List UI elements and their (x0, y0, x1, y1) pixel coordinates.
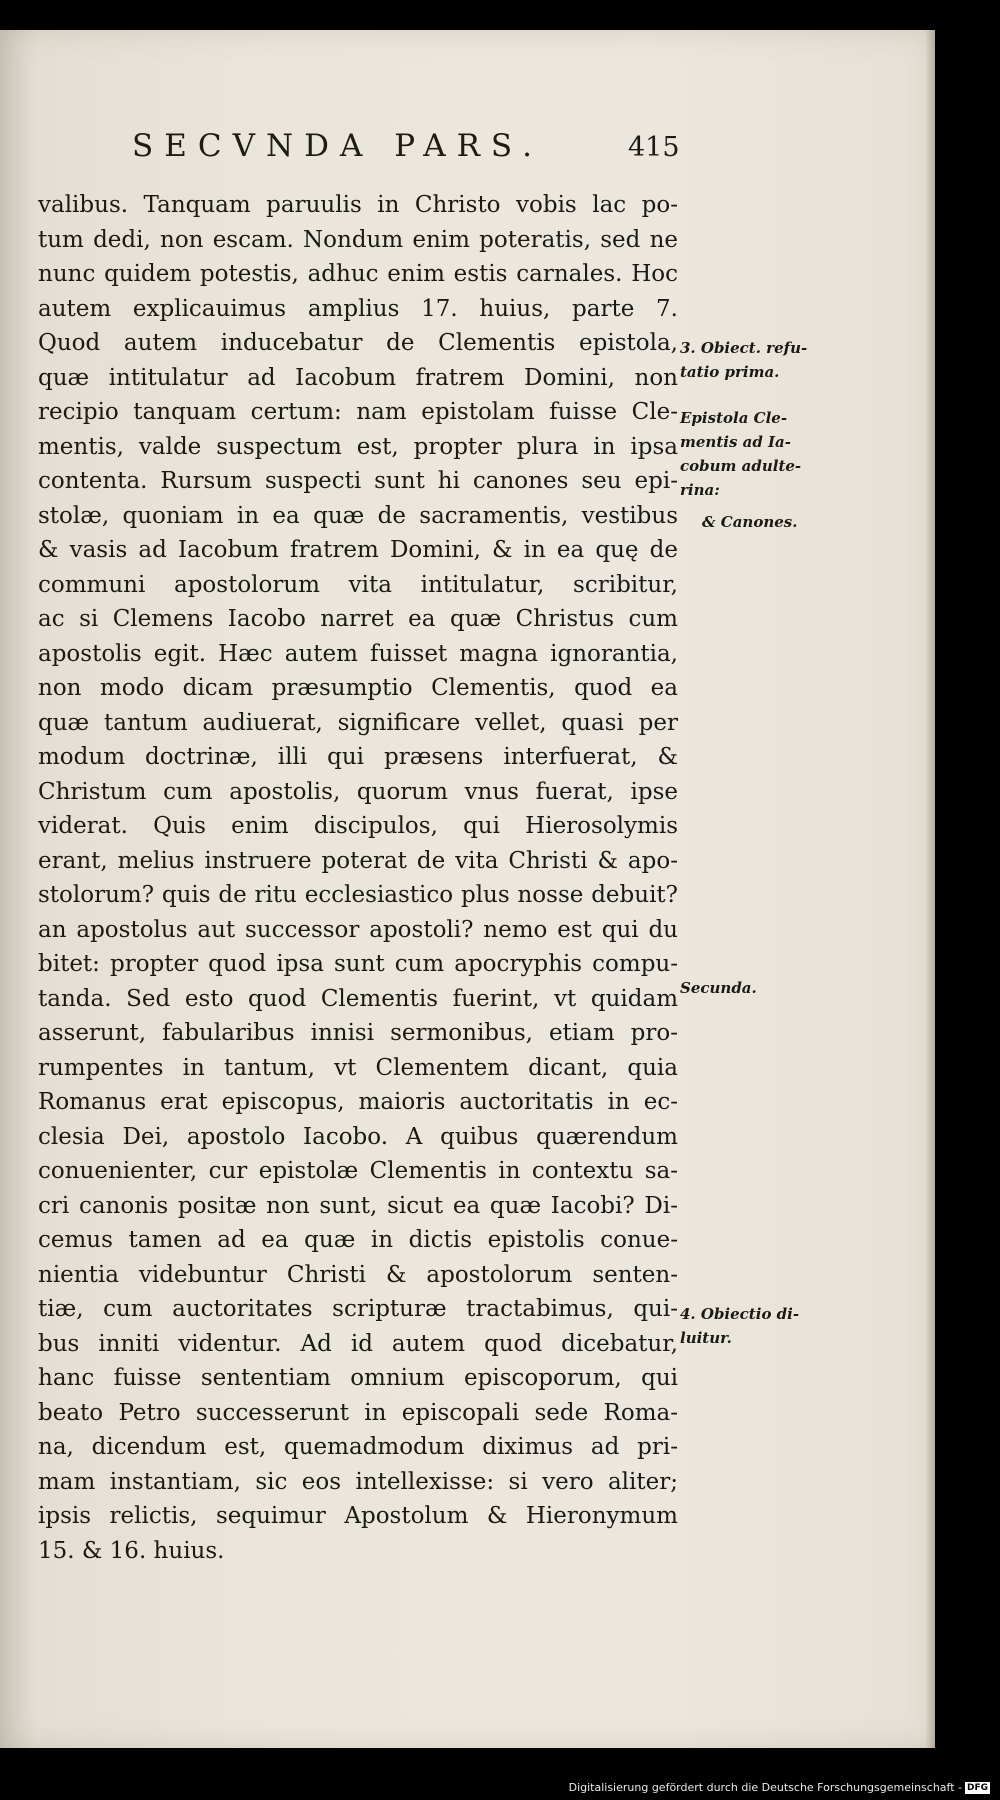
marginal-line: cobum adulte- (680, 457, 802, 475)
marginal-note-secunda (680, 976, 757, 1000)
marginal-line: 4. Obiectio di- (680, 1305, 800, 1323)
text-line: communi apostolorum vita intitulatur, scribitur, (38, 571, 678, 598)
text-line: nunc quidem potestis, adhuc enim estis carnales. Hoc (38, 261, 678, 287)
text-line: modum doctrinæ, illi qui præsens interfuerat, & (38, 744, 678, 770)
marginal-line: 3. Obiect. refu- (680, 339, 808, 357)
credit-text: Digitalisierung gefördert durch die Deutsche Forschungsgemeinschaft - (568, 1781, 962, 1794)
marginal-note-objection-3 (680, 336, 807, 384)
marginal-line: luitur. (680, 1329, 732, 1347)
text-line: bus inniti videntur. Ad id autem quod dicebatur, (38, 1330, 678, 1357)
text-line: autem explicauimus amplius 17. huius, parte 7. (38, 295, 678, 322)
text-line: beato Petro successerunt in episcopali sede Roma- (38, 1399, 678, 1426)
text-line: na, dicendum est, quemadmodum diximus ad pri- (38, 1434, 678, 1460)
text-line: quæ tantum audiuerat, significare vellet, quasi per (38, 709, 678, 736)
text-line: non modo dicam præsumptio Clementis, quod ea (38, 675, 678, 701)
text-line: an apostolus aut successor apostoli? nemo est qui du (38, 916, 678, 943)
book-page (0, 30, 935, 1748)
text-line: hanc fuisse sententiam omnium episcoporum, qui (38, 1365, 678, 1391)
text-line: viderat. Quis enim discipulos, qui Hierosolymis (38, 813, 678, 839)
text-line: nientia videbuntur Christi & apostolorum senten- (38, 1261, 678, 1288)
text-line: mentis, valde suspectum est, propter plura in ipsa (38, 433, 678, 460)
text-line: rumpentes in tantum, vt Clementem dicant, quia (38, 1054, 678, 1081)
text-line: apostolis egit. Hæc autem fuisset magna ignorantia, (38, 640, 678, 667)
marginal-line: Epistola Cle- (680, 409, 788, 427)
text-line: & vasis ad Iacobum fratrem Domini, & in ea quę de (38, 537, 678, 563)
text-line: stolorum? quis de ritu ecclesiastico plus nosse debuit? (38, 882, 678, 908)
marginal-note-objection-4 (680, 1302, 799, 1350)
text-line: erant, melius instruere poterat de vita Christi & apo- (38, 847, 678, 874)
text-line: asserunt, fabularibus innisi sermonibus, etiam pro- (38, 1020, 678, 1046)
page-number: 415 (628, 132, 680, 163)
text-line: Christum cum apostolis, quorum vnus fuerat, ipse (38, 778, 678, 805)
marginal-line: mentis ad Ia- (680, 433, 792, 451)
text-line: tanda. Sed esto quod Clementis fuerint, vt quidam (38, 985, 678, 1012)
text-line: mam instantiam, sic eos intellexisse: si vero aliter; (38, 1468, 678, 1495)
text-line: 15. & 16. huius. (38, 1537, 225, 1564)
text-line: conuenienter, cur epistolæ Clementis in contextu sa- (38, 1158, 678, 1184)
text-line: ipsis relictis, sequimur Apostolum & Hieronymum (38, 1503, 678, 1529)
text-line: recipio tanquam certum: nam epistolam fuisse Cle- (38, 399, 678, 425)
text-line: cemus tamen ad ea quæ in dictis epistolis conue- (38, 1227, 678, 1253)
text-line: tiæ, cum auctoritates scripturæ tractabimus, qui- (38, 1296, 678, 1322)
text-line: Romanus erat episcopus, maioris auctoritatis in ec- (38, 1089, 678, 1115)
marginal-note-canones (702, 510, 797, 534)
text-line: stolæ, quoniam in ea quæ de sacramentis, vestibus (38, 502, 678, 529)
marginal-line: & Canones. (702, 513, 798, 531)
text-line: valibus. Tanquam paruulis in Christo vobis lac po- (38, 192, 678, 218)
text-line: bitet: propter quod ipsa sunt cum apocryphis compu- (38, 951, 678, 977)
digitization-credit (569, 1781, 990, 1794)
text-line: Quod autem inducebatur de Clementis epistola, (38, 330, 678, 356)
text-line: ac si Clemens Iacobo narret ea quæ Christus cum (38, 606, 678, 632)
text-line: quæ intitulatur ad Iacobum fratrem Domini, non (38, 364, 678, 391)
text-line: cri canonis positæ non sunt, sicut ea quæ Iacobi? Di- (38, 1192, 678, 1219)
marginal-line: tatio prima. (680, 363, 780, 381)
running-title: SECVNDA PARS. (132, 128, 543, 164)
body-text (38, 188, 678, 1568)
marginal-line: Secunda. (680, 979, 757, 997)
marginal-line: rina: (680, 481, 720, 499)
text-line: clesia Dei, apostolo Iacobo. A quibus quærendum (38, 1123, 678, 1150)
text-line: tum dedi, non escam. Nondum enim poteratis, sed ne (38, 226, 678, 253)
dfg-logo: DFG (966, 1782, 988, 1793)
text-line: contenta. Rursum suspecti sunt hi canones seu epi- (38, 468, 678, 494)
marginal-note-epistola (680, 406, 801, 502)
